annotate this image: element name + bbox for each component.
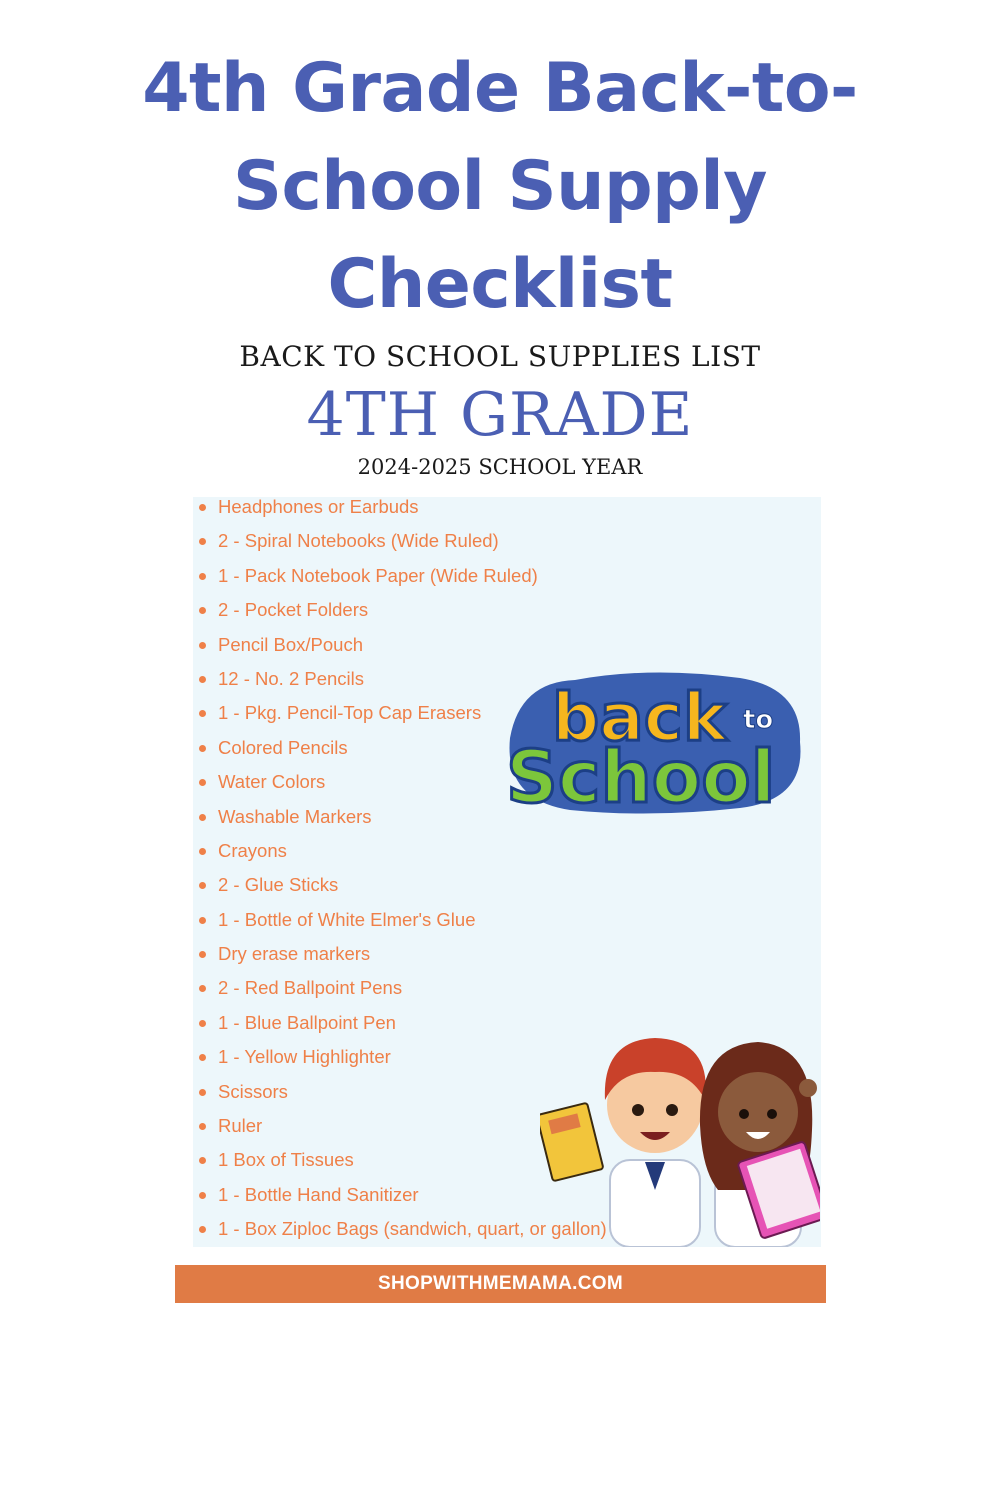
list-item xyxy=(193,942,821,976)
bullet-icon xyxy=(199,779,206,786)
bullet-icon xyxy=(199,1089,206,1096)
bullet-icon xyxy=(199,1192,206,1199)
list-item-label: 1 Box of Tissues xyxy=(218,1149,354,1171)
list-item-label: Washable Markers xyxy=(218,805,372,827)
logo-to-text: to xyxy=(743,705,774,735)
list-item-label: Dry erase markers xyxy=(218,943,371,965)
bullet-icon xyxy=(199,1020,206,1027)
bullet-icon xyxy=(199,1157,206,1164)
bullet-icon xyxy=(199,917,206,924)
list-item-label: 2 - Glue Sticks xyxy=(218,874,339,896)
list-item-label: 1 - Bottle Hand Sanitizer xyxy=(218,1183,419,1205)
list-item-label: 1 - Bottle of White Elmer's Glue xyxy=(218,908,476,930)
bullet-icon xyxy=(199,745,206,752)
bullet-icon xyxy=(199,951,206,958)
list-item-label: 1 - Yellow Highlighter xyxy=(218,1046,391,1068)
logo-back-text: back xyxy=(552,679,727,756)
bullet-icon xyxy=(199,642,206,649)
list-item xyxy=(193,976,821,1010)
back-to-school-logo xyxy=(500,660,810,820)
bullet-icon xyxy=(199,985,206,992)
list-item xyxy=(193,598,821,632)
logo-school-text: School xyxy=(506,735,776,819)
list-item xyxy=(193,839,821,873)
list-item-label: Ruler xyxy=(218,1115,263,1137)
kids-with-books-illustration xyxy=(540,1030,820,1247)
list-subtitle: BACK TO SCHOOL SUPPLIES LIST xyxy=(239,340,761,373)
list-item-label: 2 - Pocket Folders xyxy=(218,599,369,621)
list-item xyxy=(193,564,821,598)
bullet-icon xyxy=(199,882,206,889)
list-item-label: Water Colors xyxy=(218,771,326,793)
footer-website: SHOPWITHMEMAMA.COM xyxy=(175,1265,826,1303)
list-item-label: Pencil Box/Pouch xyxy=(218,633,364,655)
list-item xyxy=(193,908,821,942)
list-item-label: Scissors xyxy=(218,1080,288,1102)
bullet-icon xyxy=(199,1123,206,1130)
bullet-icon xyxy=(199,1054,206,1061)
page-title-line-3: Checklist xyxy=(327,245,673,324)
list-item-label: 1 - Blue Ballpoint Pen xyxy=(218,1011,396,1033)
bullet-icon xyxy=(199,538,206,545)
bullet-icon xyxy=(199,848,206,855)
list-item xyxy=(193,529,821,563)
list-item-label: 2 - Spiral Notebooks (Wide Ruled) xyxy=(218,530,499,552)
list-item-label: 1 - Pkg. Pencil-Top Cap Erasers xyxy=(218,702,482,724)
school-year: 2024-2025 SCHOOL YEAR xyxy=(357,455,643,479)
grade-heading: 4TH GRADE xyxy=(306,380,694,450)
page-title xyxy=(0,40,1000,334)
list-item xyxy=(193,495,821,529)
bullet-icon xyxy=(199,710,206,717)
page-title-line-2: School Supply xyxy=(233,147,767,226)
list-item xyxy=(193,873,821,907)
list-item-label: Crayons xyxy=(218,839,287,861)
list-item-label: 1 - Box Ziploc Bags (sandwich, quart, or gallon) xyxy=(218,1218,607,1240)
bullet-icon xyxy=(199,504,206,511)
bullet-icon xyxy=(199,607,206,614)
bullet-icon xyxy=(199,1226,206,1233)
bullet-icon xyxy=(199,814,206,821)
list-item-label: Headphones or Earbuds xyxy=(218,496,419,517)
bullet-icon xyxy=(199,573,206,580)
bullet-icon xyxy=(199,676,206,683)
list-item-label: Colored Pencils xyxy=(218,736,348,758)
page-title-line-1: 4th Grade Back-to- xyxy=(142,49,858,128)
list-item-label: 12 - No. 2 Pencils xyxy=(218,667,365,689)
list-item-label: 1 - Pack Notebook Paper (Wide Ruled) xyxy=(218,564,538,586)
list-item-label: 2 - Red Ballpoint Pens xyxy=(218,977,403,999)
